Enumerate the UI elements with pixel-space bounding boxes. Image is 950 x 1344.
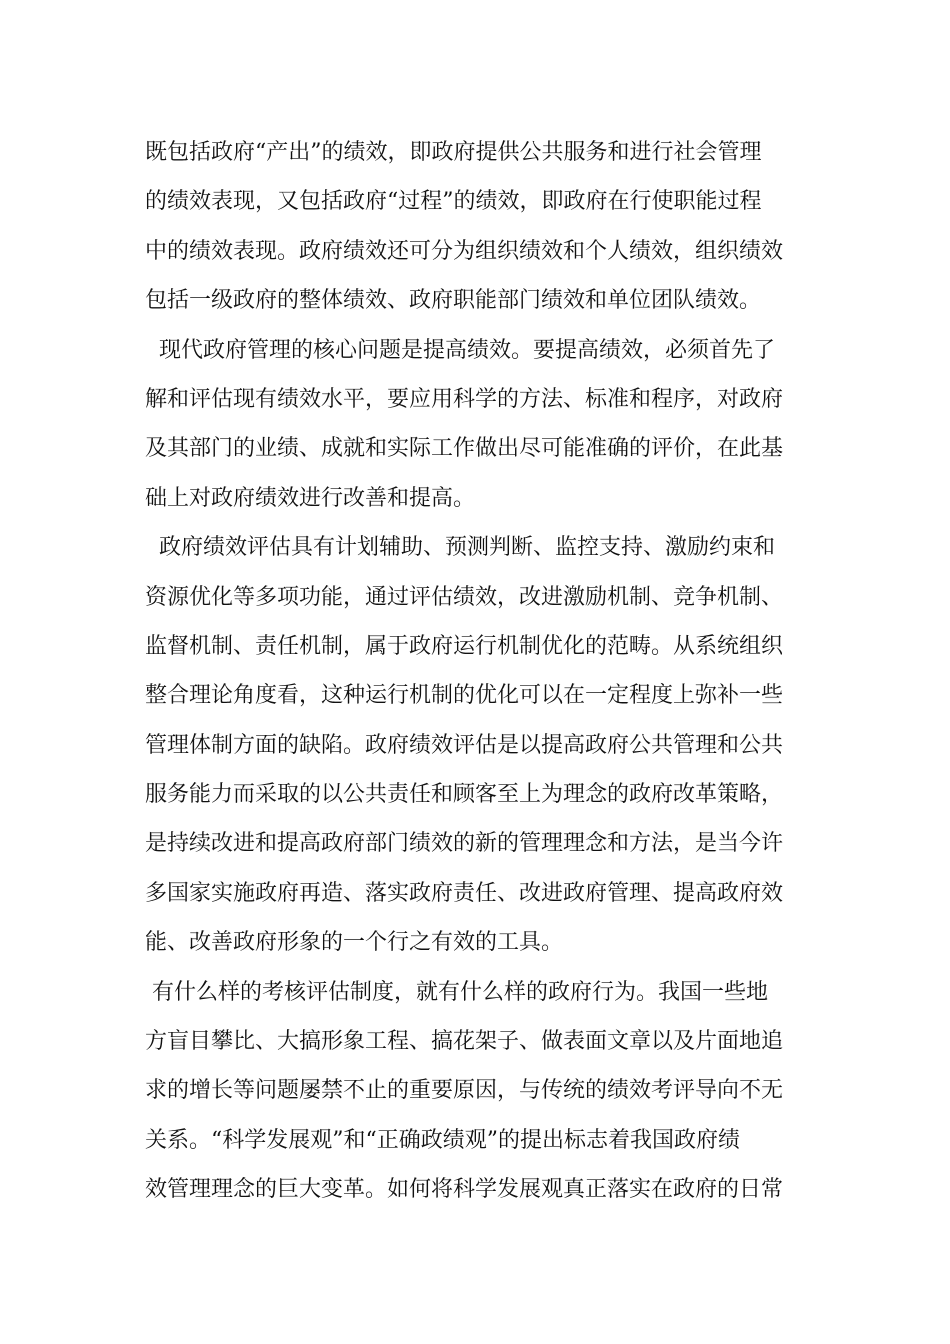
text-line: 关系。“科学发展观”和“正确政绩观”的提出标志着我国政府绩: [145, 1127, 740, 1153]
text-line: 及其部门的业绩、成就和实际工作做出尽可能准确的评价，在此基: [145, 436, 784, 462]
text-line: 政府绩效评估具有计划辅助、预测判断、监控支持、激励约束和: [145, 535, 775, 561]
text-line: 既包括政府“产出”的绩效，即政府提供公共服务和进行社会管理: [145, 140, 762, 165]
text-line: 效管理理念的巨大变革。如何将科学发展观真正落实在政府的日常: [145, 1177, 784, 1203]
text-line: 资源优化等多项功能，通过评估绩效，改进激励机制、竞争机制、: [145, 584, 784, 610]
text-line: 整合理论角度看，这种运行机制的优化可以在一定程度上弥补一些: [145, 683, 784, 709]
text-line: 是持续改进和提高政府部门绩效的新的管理理念和方法，是当今许: [145, 831, 784, 857]
text-line: 多国家实施政府再造、落实政府责任、改进政府管理、提高政府效: [145, 880, 784, 906]
text-line: 监督机制、责任机制，属于政府运行机制优化的范畴。从系统组织: [145, 633, 784, 659]
text-line: 现代政府管理的核心问题是提高绩效。要提高绩效，必须首先了: [145, 337, 775, 363]
text-line: 中的绩效表现。政府绩效还可分为组织绩效和个人绩效，组织绩效: [145, 238, 784, 264]
text-line: 方盲目攀比、大搞形象工程、搞花架子、做表面文章以及片面地追: [145, 1029, 784, 1055]
text-line: 能、改善政府形象的一个行之有效的工具。: [145, 930, 564, 956]
text-line: 求的增长等问题屡禁不止的重要原因，与传统的绩效考评导向不无: [145, 1078, 784, 1104]
text-line: 的绩效表现，又包括政府“过程”的绩效，即政府在行使职能过程: [145, 189, 762, 215]
body-text: [145, 128, 810, 1215]
text-line: 服务能力而采取的以公共责任和顾客至上为理念的政府改革策略，: [145, 782, 784, 808]
text-line: 础上对政府绩效进行改善和提高。: [145, 485, 476, 511]
text-line: 包括一级政府的整体绩效、政府职能部门绩效和单位团队绩效。: [145, 288, 762, 314]
text-line: 有什么样的考核评估制度，就有什么样的政府行为。我国一些地: [145, 979, 768, 1005]
text-line: 解和评估现有绩效水平，要应用科学的方法、标准和程序，对政府: [145, 386, 784, 412]
text-line: 管理体制方面的缺陷。政府绩效评估是以提高政府公共管理和公共: [145, 732, 784, 758]
